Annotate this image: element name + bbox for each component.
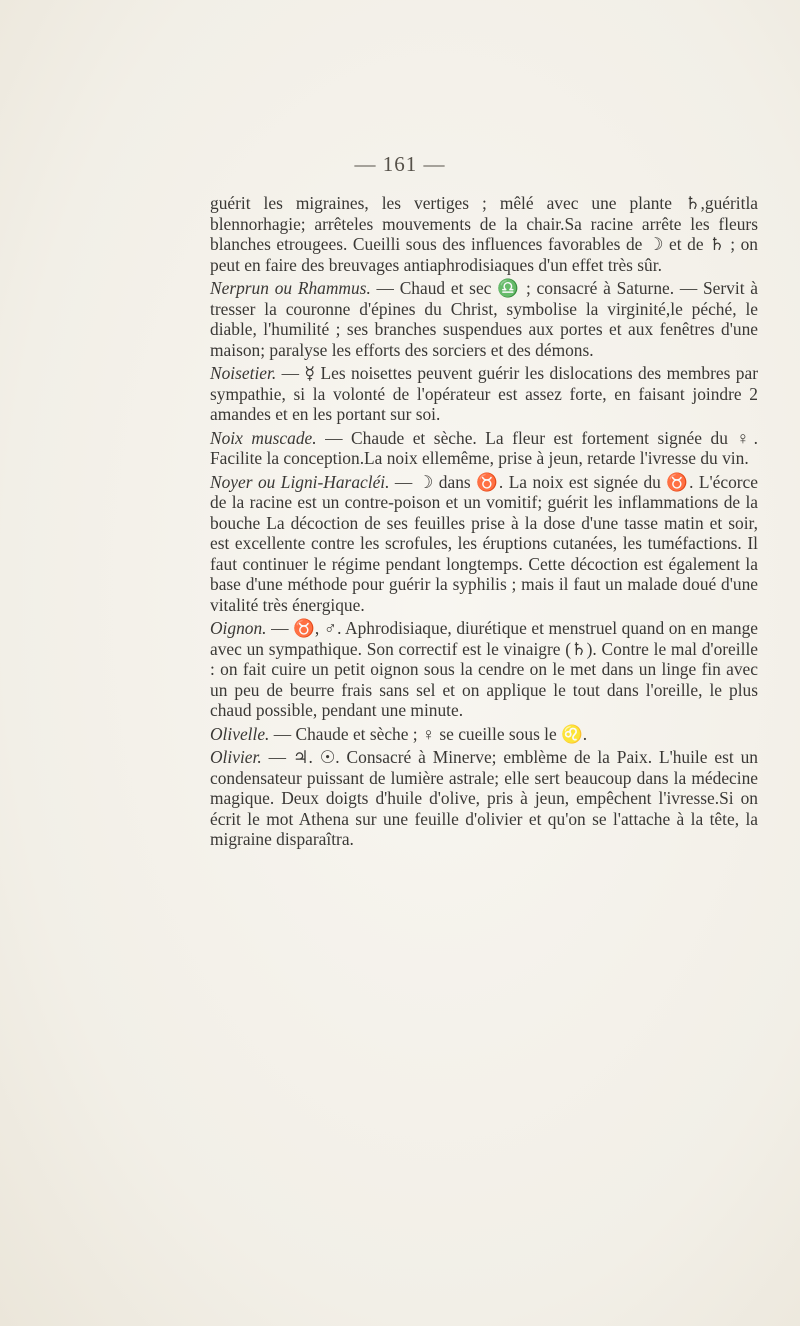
entry-noisetier (210, 363, 758, 425)
entry-body: — Chaud et sec ♎ ; consacré à Saturne. — Servit à tresser la couronne d'épines du Christ, symbolise la virginité,le péché, le diable, l'humilité ; ses branches suspendues aux portes et aux fenêtres d'une maison; paralyse les efforts des sorciers et des démons. (210, 278, 759, 360)
entry-noix-muscade (210, 428, 758, 469)
entry-olivier (210, 747, 758, 850)
entry-body: — ☽ dans ♉. La noix est signée du ♉. L'écorce de la racine est un contre-poison et un vomitif; guérit les inflammations de la bouche La décoction de ses feuilles prise à la dose d'une tasse matin et soir, est excellente contre les scrofules, les éruptions cutanées, les tuméfactions. Il faut continuer le régime pendant longtemps. Cette décoction est également la base d'une méthode pour guérir la syphilis ; mais il faut un malade doué d'une vitalité très énergique. (210, 471, 758, 615)
entry-term: Nerprun ou Rhammus. (210, 278, 371, 298)
entry-term: Noix muscade. (210, 427, 317, 448)
entry-term: Noisetier. (210, 363, 277, 383)
entry-body: guérit les migraines, les vertiges ; mêlé avec une plante ♄,guéritla blennorhagie; arrêteles mouvements de la chair.Sa racine arrête les fleurs blanches etrougees. Cueilli sous des influences favorables de ☽ et de ♄ ; on peut en faire des breuvages antiaphrodisiaques d'un effet très sûr. (210, 193, 758, 275)
entry-term: Olivier. (210, 747, 262, 767)
entry-term: Olivelle. (210, 723, 270, 744)
entry-term: Noyer ou Ligni-Haracléi. (210, 471, 390, 492)
entry-body: — Chaude et sèche ; ♀ se cueille sous le ♌. (269, 723, 588, 744)
entry-oignon (210, 618, 758, 721)
entry-body: — ♃. ☉. Consacré à Minerve; emblème de la Paix. L'huile est un condensateur puissant de lumière astrale; elle sert beaucoup dans la médecine magique. Deux doigts d'huile d'olive, pris à jeun, empêchent l'ivresse.Si on écrit le mot Athena sur une feuille d'olivier et qu'on se l'attache à la tête, la migraine disparaîtra. (210, 747, 758, 849)
entry-olivelle (210, 724, 758, 745)
entry-noyer (210, 472, 758, 616)
entry-nerprun (210, 278, 758, 360)
entry-body: — Chaude et sèche. La fleur est fortement signée du ♀. Facilite la conception.La noix ellemême, prise à jeun, retarde l'ivresse du vin. (210, 427, 758, 468)
dictionary-text (210, 193, 758, 853)
entry-term: Oignon. (210, 618, 267, 638)
entry-continued (210, 193, 758, 275)
entry-body: — ♉, ♂. Aphrodisiaque, diurétique et menstruel quand on en mange avec un sympathique. Son correctif est le vinaigre (♄). Contre le mal d'oreille : on fait cuire un petit oignon sous la cendre on le met dans un linge fin avec un peu de beurre frais sans sel et on applique le tout dans l'oreille, le plus chaud possible, pendant une minute. (210, 618, 758, 720)
page-number: — 161 — (354, 152, 446, 176)
entry-body: — ☿ Les noisettes peuvent guérir les dislocations des membres par sympathie, si la volonté de l'opérateur est assez forte, en faisant joindre 2 amandes et en les portant sur soi. (210, 363, 758, 424)
